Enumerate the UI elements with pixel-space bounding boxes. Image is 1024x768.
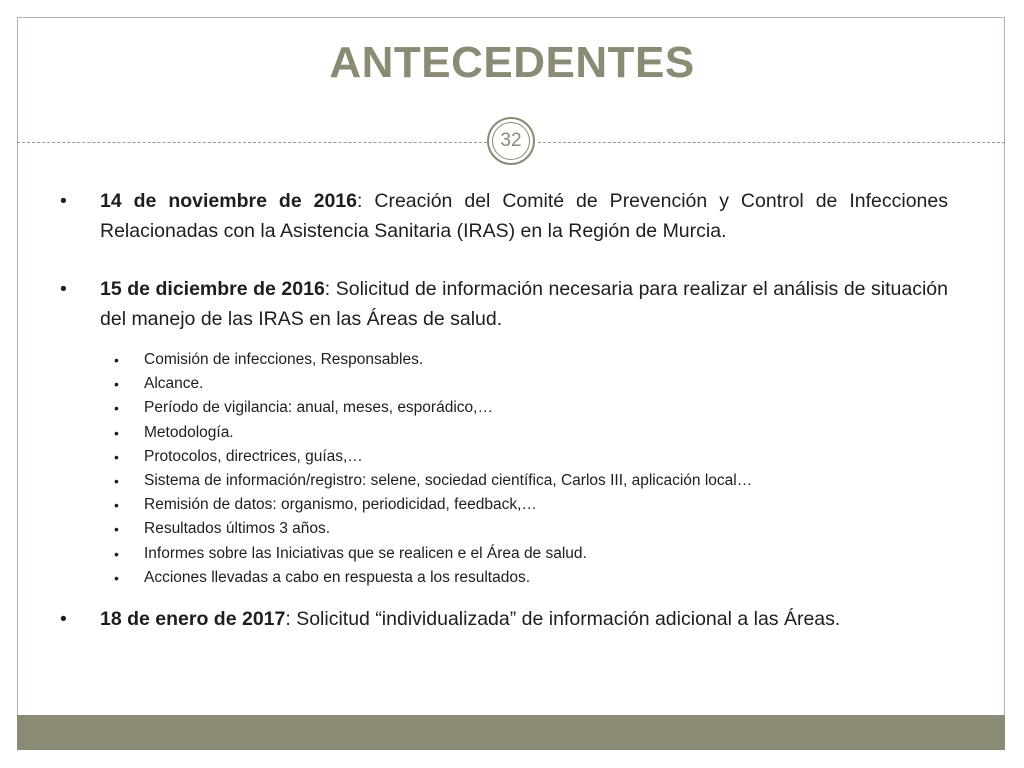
sub-bullet-item: • Alcance.	[144, 372, 948, 396]
bullet-item	[60, 604, 948, 634]
bullet-text: : Creación del Comité de Prevención y Control de Infecciones Relacionadas con la Asistencia Sanitaria (IRAS) en la Región de Murcia.	[100, 190, 948, 242]
sub-bullet-item: • Protocolos, directrices, guías,…	[144, 445, 948, 469]
bullet-item	[60, 274, 948, 334]
sub-bullet-list	[60, 348, 948, 590]
bullet-date: 14 de noviembre de 2016	[100, 190, 357, 212]
bullet-text: : Solicitud de información necesaria para realizar el análisis de situación del manejo de las IRAS en las Áreas de salud.	[100, 278, 948, 330]
bullet-date: 15 de diciembre de 2016	[100, 278, 325, 300]
page-number: 32	[492, 122, 530, 160]
sub-bullet-item: • Sistema de información/registro: selene, sociedad científica, Carlos III, aplicación local…	[144, 469, 948, 493]
slide-content	[60, 186, 948, 634]
sub-bullet-item: • Período de vigilancia: anual, meses, esporádico,…	[144, 396, 948, 420]
sub-bullet-item: • Resultados últimos 3 años.	[144, 517, 948, 541]
footer-bar	[17, 715, 1005, 750]
sub-bullet-item: • Metodología.	[144, 421, 948, 445]
bullet-date: 18 de enero de 2017	[100, 608, 286, 631]
bullet-text: : Solicitud “individualizada” de información adicional a las Áreas.	[285, 608, 841, 631]
page-number-badge	[487, 117, 535, 165]
bullet-item	[60, 186, 948, 246]
sub-bullet-item: • Informes sobre las Iniciativas que se realicen e el Área de salud.	[144, 542, 948, 566]
header-divider-left	[17, 142, 487, 143]
sub-bullet-item: • Acciones llevadas a cabo en respuesta a los resultados.	[144, 566, 948, 590]
sub-bullet-item: • Comisión de infecciones, Responsables.	[144, 348, 948, 372]
sub-bullet-item: • Remisión de datos: organismo, periodicidad, feedback,…	[144, 493, 948, 517]
slide-title: ANTECEDENTES	[329, 38, 695, 87]
header-divider-right	[538, 142, 1005, 143]
